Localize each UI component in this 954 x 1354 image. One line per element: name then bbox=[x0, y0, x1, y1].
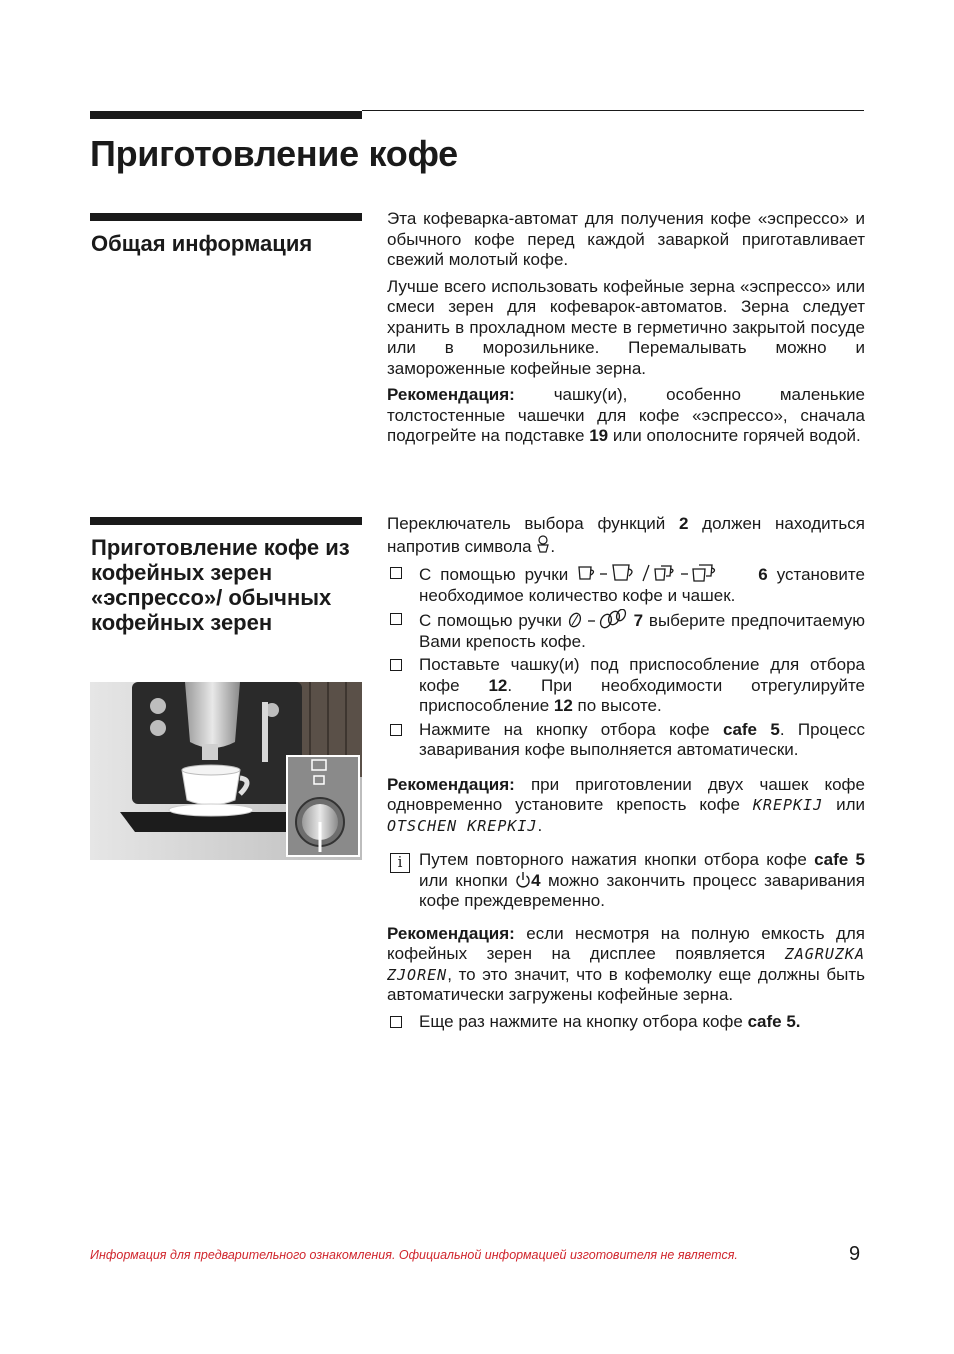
intro-paragraph: Переключатель выбора функций 2 должен находиться напротив символа . bbox=[387, 514, 865, 556]
power-icon bbox=[515, 871, 531, 889]
display-text: KREPKIJ bbox=[752, 796, 824, 814]
checkbox-bullet-icon bbox=[390, 567, 402, 579]
display-text: OTSCHEN KREPKIJ bbox=[387, 816, 538, 835]
brewing-instructions bbox=[387, 514, 865, 1035]
checkbox-bullet-icon bbox=[390, 613, 402, 625]
checkbox-bullet-icon bbox=[390, 1016, 402, 1028]
page-number: 9 bbox=[849, 1243, 861, 1265]
recommendation-label: Рекомендация: bbox=[387, 774, 515, 794]
section-heading-general: Общая информация bbox=[91, 231, 313, 256]
section-heading-brewing: Приготовление кофе из кофейных зерен «эспрессо»/ обычных кофейных зерен bbox=[91, 535, 350, 635]
list-item: Поставьте чашку(и) под приспособление для отбора кофе 12. При необходимости отрегулируйте приспособление 12 по высоте. bbox=[387, 655, 865, 717]
paragraph: Лучше всего использовать кофейные зерна «эспрессо» или смеси зерен для кофеварок-автоматов. Зерна следует хранить в прохладном месте в герметично закрытой посуде или в морозильнике. Перемалывать можно и замороженные кофейные зерна. bbox=[387, 276, 865, 378]
step-list bbox=[387, 563, 865, 761]
cup-size-icons bbox=[577, 563, 749, 583]
list-item: С помощью ручки 7 выберите предпочитаемую Вами крепость кофе. bbox=[387, 609, 865, 652]
section-rule bbox=[90, 213, 362, 221]
recommendation: Рекомендация: при приготовлении двух чашек кофе одновременно установите крепость кофе KREPKIJ или OTSCHEN KREPKIJ. bbox=[387, 774, 865, 835]
section-rule bbox=[90, 517, 362, 525]
recommendation-label: Рекомендация: bbox=[387, 923, 515, 943]
checkbox-bullet-icon bbox=[390, 724, 402, 736]
header-rule-thin bbox=[362, 110, 864, 111]
recommendation: Рекомендация: если несмотря на полную емкость для кофейных зерен на дисплее появляется ZAGRUZKA ZJOREN, то это значит, что в кофемолку еще должны быть автоматически загружены кофейные зерна. bbox=[387, 923, 865, 1004]
list-item: Еще раз нажмите на кнопку отбора кофе cafe 5. bbox=[387, 1012, 865, 1033]
bean-grinder-icon bbox=[536, 535, 550, 555]
list-item: Нажмите на кнопку отбора кофе cafe 5. Процесс заваривания кофе выполняется автоматически. bbox=[387, 720, 865, 761]
info-icon: i bbox=[390, 853, 410, 873]
info-note: i Путем повторного нажатия кнопки отбора кофе cafe 5 или кнопки 4 можно закончить процесс заваривания кофе преждевременно. bbox=[387, 850, 865, 912]
recommendation-label: Рекомендация: bbox=[387, 385, 515, 404]
checkbox-bullet-icon bbox=[390, 659, 402, 671]
coffee-strength-icons bbox=[568, 609, 628, 629]
recommendation: Рекомендация: чашку(и), особенно маленькие толстостенные чашечки для кофе «эспрессо», сначала подогрейте на подставке 19 или ополосните горячей водой. bbox=[387, 385, 865, 445]
header-rule-thick bbox=[90, 111, 362, 119]
general-info-text bbox=[387, 209, 865, 453]
paragraph: Эта кофеварка-автомат для получения кофе «эспрессо» и обычного кофе перед каждой заваркой приготавливает свежий молотый кофе. bbox=[387, 209, 865, 269]
step-list bbox=[387, 1012, 865, 1033]
footer-disclaimer: Информация для предварительного ознакомления. Официальной информацией изготовителя не является. bbox=[90, 1248, 738, 1262]
display-text: ZAGRUZKA ZJOREN bbox=[387, 945, 865, 984]
page-title: Приготовление кофе bbox=[90, 133, 458, 174]
coffee-machine-photo bbox=[90, 682, 362, 860]
list-item: С помощью ручки 6 установите необходимое количество кофе и чашек. bbox=[387, 563, 865, 606]
